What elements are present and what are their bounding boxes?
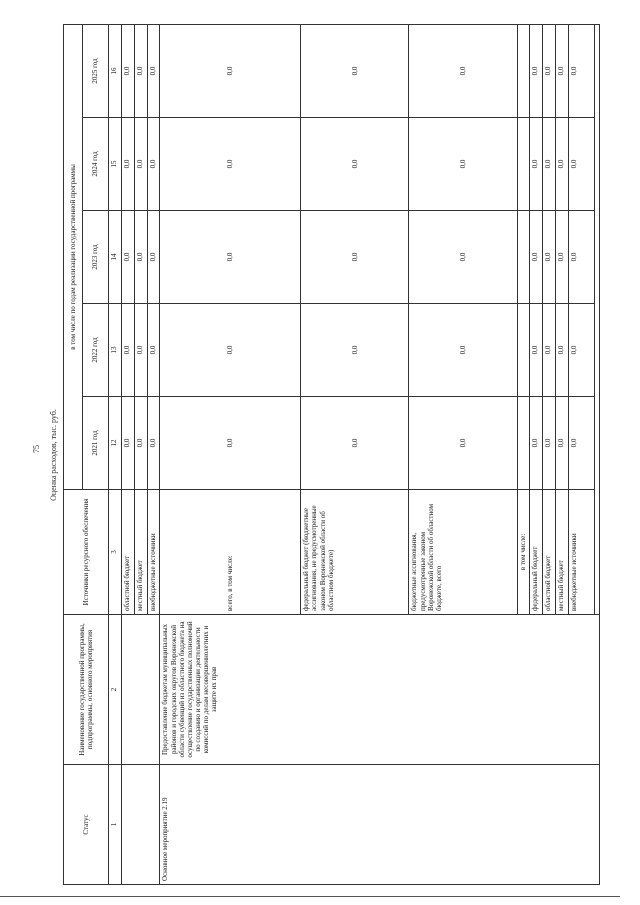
source-label: бюджетные ассигнования, предусмотренные законом Воронежской области об областном бюджете, всего — [409, 490, 517, 615]
value-cell — [517, 211, 530, 304]
value-cell: 0,0 — [160, 118, 301, 211]
scan-edge-line — [0, 896, 620, 897]
year-2025: 2025 год — [82, 24, 108, 117]
value-cell: 0,0 — [134, 304, 147, 397]
value-cell: 0,0 — [543, 24, 556, 117]
expense-table — [63, 24, 600, 885]
value-cell: 0,0 — [543, 397, 556, 490]
value-cell: 0,0 — [134, 24, 147, 117]
value-cell: 0,0 — [530, 397, 543, 490]
value-cell: 0,0 — [160, 397, 301, 490]
value-cell: 0,0 — [530, 304, 543, 397]
value-cell — [517, 118, 530, 211]
colnum: 16 — [108, 24, 121, 117]
year-2024: 2024 год — [82, 118, 108, 211]
source-label: внебюджетные источники — [569, 490, 595, 615]
table-end — [595, 24, 600, 614]
value-cell: 0,0 — [147, 304, 160, 397]
value-cell: 0,0 — [301, 211, 409, 304]
value-cell: 0,0 — [147, 397, 160, 490]
source-label: областной бюджет — [121, 490, 134, 615]
value-cell: 0,0 — [556, 24, 569, 117]
value-cell: 0,0 — [134, 211, 147, 304]
value-cell: 0,0 — [160, 211, 301, 304]
value-cell: 0,0 — [160, 304, 301, 397]
value-cell: 0,0 — [134, 397, 147, 490]
value-cell: 0,0 — [121, 304, 134, 397]
source-total: всего, в том числе: — [160, 490, 301, 615]
value-cell — [517, 304, 530, 397]
colnum: 1 — [108, 765, 121, 885]
year-2022: 2022 год — [82, 304, 108, 397]
value-cell: 0,0 — [121, 24, 134, 117]
value-cell: 0,0 — [301, 118, 409, 211]
value-cell: 0,0 — [409, 118, 517, 211]
source-label: внебюджетные источники — [147, 490, 160, 615]
estimate-caption: Оценка расходов, тыс. руб. — [49, 409, 58, 501]
colnum: 15 — [108, 118, 121, 211]
value-cell: 0,0 — [409, 397, 517, 490]
value-cell: 0,0 — [569, 397, 595, 490]
value-cell: 0,0 — [301, 397, 409, 490]
value-cell: 0,0 — [569, 211, 595, 304]
colnum: 14 — [108, 211, 121, 304]
value-cell: 0,0 — [569, 118, 595, 211]
value-cell: 0,0 — [543, 211, 556, 304]
source-label: федеральный бюджет — [530, 490, 543, 615]
year-2021: 2021 год — [82, 397, 108, 490]
block-status: Основное мероприятие 2.19 — [160, 765, 600, 885]
year-2023: 2023 год — [82, 211, 108, 304]
page-number: 75 — [32, 445, 41, 453]
value-cell: 0,0 — [121, 397, 134, 490]
value-cell: 0,0 — [556, 397, 569, 490]
value-cell: 0,0 — [530, 118, 543, 211]
value-cell — [517, 24, 530, 117]
value-cell: 0,0 — [301, 24, 409, 117]
value-cell: 0,0 — [543, 118, 556, 211]
value-cell: 0,0 — [147, 24, 160, 117]
value-cell: 0,0 — [134, 118, 147, 211]
value-cell — [517, 397, 530, 490]
header-sources: Источники ресурсного обеспечения — [64, 490, 109, 615]
value-cell: 0,0 — [569, 24, 595, 117]
value-cell: 0,0 — [301, 304, 409, 397]
value-cell: 0,0 — [160, 24, 301, 117]
source-label: местный бюджет — [556, 490, 569, 615]
value-cell: 0,0 — [530, 24, 543, 117]
colnum: 13 — [108, 304, 121, 397]
value-cell: 0,0 — [147, 211, 160, 304]
header-name: Наименование государственной программы, подпрограммы, основного мероприятия — [64, 615, 109, 765]
colnum: 2 — [108, 615, 121, 765]
source-label: местный бюджет — [134, 490, 147, 615]
value-cell: 0,0 — [409, 24, 517, 117]
value-cell: 0,0 — [121, 211, 134, 304]
prev-name-cell — [121, 615, 160, 765]
value-cell: 0,0 — [530, 211, 543, 304]
colnum: 12 — [108, 397, 121, 490]
block-name: Предоставление бюджетам муниципальных районов и городских округов Воронежской области субвенций из областного бюджета на осуществление государственных полномочий по созданию и организации деятельности комиссий по делам несовершеннолетних и защите их прав — [160, 615, 600, 765]
value-cell: 0,0 — [147, 118, 160, 211]
rotated-table-page — [45, 25, 600, 885]
header-by-years: в том числе по годам реализации государственной программы — [64, 24, 83, 489]
value-cell: 0,0 — [556, 211, 569, 304]
value-cell: 0,0 — [569, 304, 595, 397]
value-cell: 0,0 — [556, 118, 569, 211]
value-cell: 0,0 — [409, 211, 517, 304]
header-status: Статус — [64, 765, 109, 885]
sub-label: в том числе: — [517, 490, 530, 615]
prev-status-cell — [121, 765, 160, 885]
source-label: федеральный бюджет (бюджетные ассигнования, не предусмотренные законом Воронежской области об областном бюджете) — [301, 490, 409, 615]
source-label: областной бюджет — [543, 490, 556, 615]
value-cell: 0,0 — [556, 304, 569, 397]
value-cell: 0,0 — [121, 118, 134, 211]
colnum: 3 — [108, 490, 121, 615]
value-cell: 0,0 — [543, 304, 556, 397]
value-cell: 0,0 — [409, 304, 517, 397]
